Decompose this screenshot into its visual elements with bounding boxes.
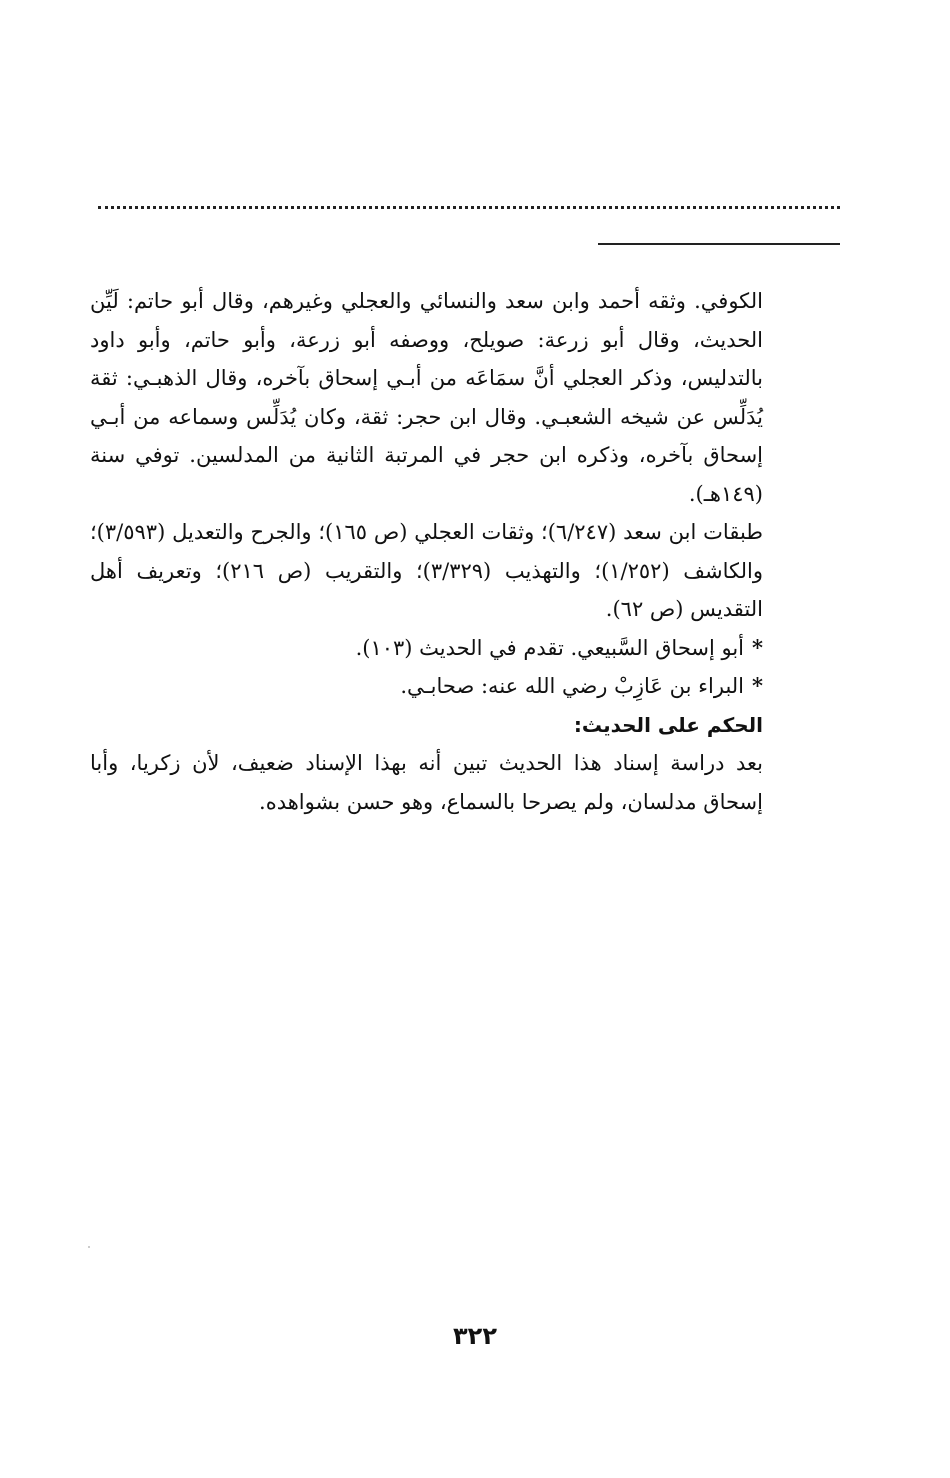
bullet-text: البراء بن عَازِبْ رضي الله عنه: صحابـي.	[400, 674, 745, 698]
asterisk-icon: *	[752, 673, 763, 698]
asterisk-icon: *	[752, 634, 763, 660]
bullet-text: أبو إسحاق السَّبيعي. تقدم في الحديث (١٠٣).	[355, 635, 745, 660]
page-number: ٣٢٢	[453, 1322, 497, 1350]
footnote-rule	[598, 243, 840, 245]
footnote-content	[90, 282, 763, 821]
bullet-item-abu-ishaq	[90, 629, 763, 668]
dotted-separator	[98, 206, 840, 209]
sources-paragraph: طبقات ابن سعد (٦/٢٤٧)؛ وثقات العجلي (ص ١٦٥)؛ والجرح والتعديل (٣/٥٩٣)؛ والكاشف (١/٢٥٢)؛ والتهذيب (٣/٣٢٩)؛ والتقريب (ص ٢١٦)؛ وتعريف أهل التقديس (ص ٦٢).	[90, 520, 763, 621]
hadith-ruling-heading: الحكم على الحديث:	[573, 712, 763, 737]
hadith-ruling-paragraph: بعد دراسة إسناد هذا الحديث تبين أنه بهذا الإسناد ضعيف، لأن زكريا، وأبا إسحاق مدلسان، ولم يصرحا بالسماع، وهو حسن بشواهده.	[90, 751, 763, 814]
narrator-biography-paragraph: الكوفي. وثقه أحمد وابن سعد والنسائي والعجلي وغيرهم، وقال أبو حاتم: لَيِّن الحديث، وقال أبو زرعة: صويلح، ووصفه أبو زرعة، وأبو حاتم، وأبو داود بالتدليس، وذكر العجلي أنَّ سمَاعَه من أبـي إسحاق بآخره، وقال الذهبـي: ثقة يُدَلِّس عن شيخه الشعبـي. وقال ابن حجر: ثقة، وكان يُدَلِّس وسماعه من أبـي إسحاق بآخره، وذكره ابن حجر في المرتبة الثانية من المدلسين. توفي سنة (١٤٩هـ).	[90, 289, 763, 506]
scan-speck	[88, 1246, 90, 1248]
bullet-item-al-baraa	[90, 667, 763, 706]
